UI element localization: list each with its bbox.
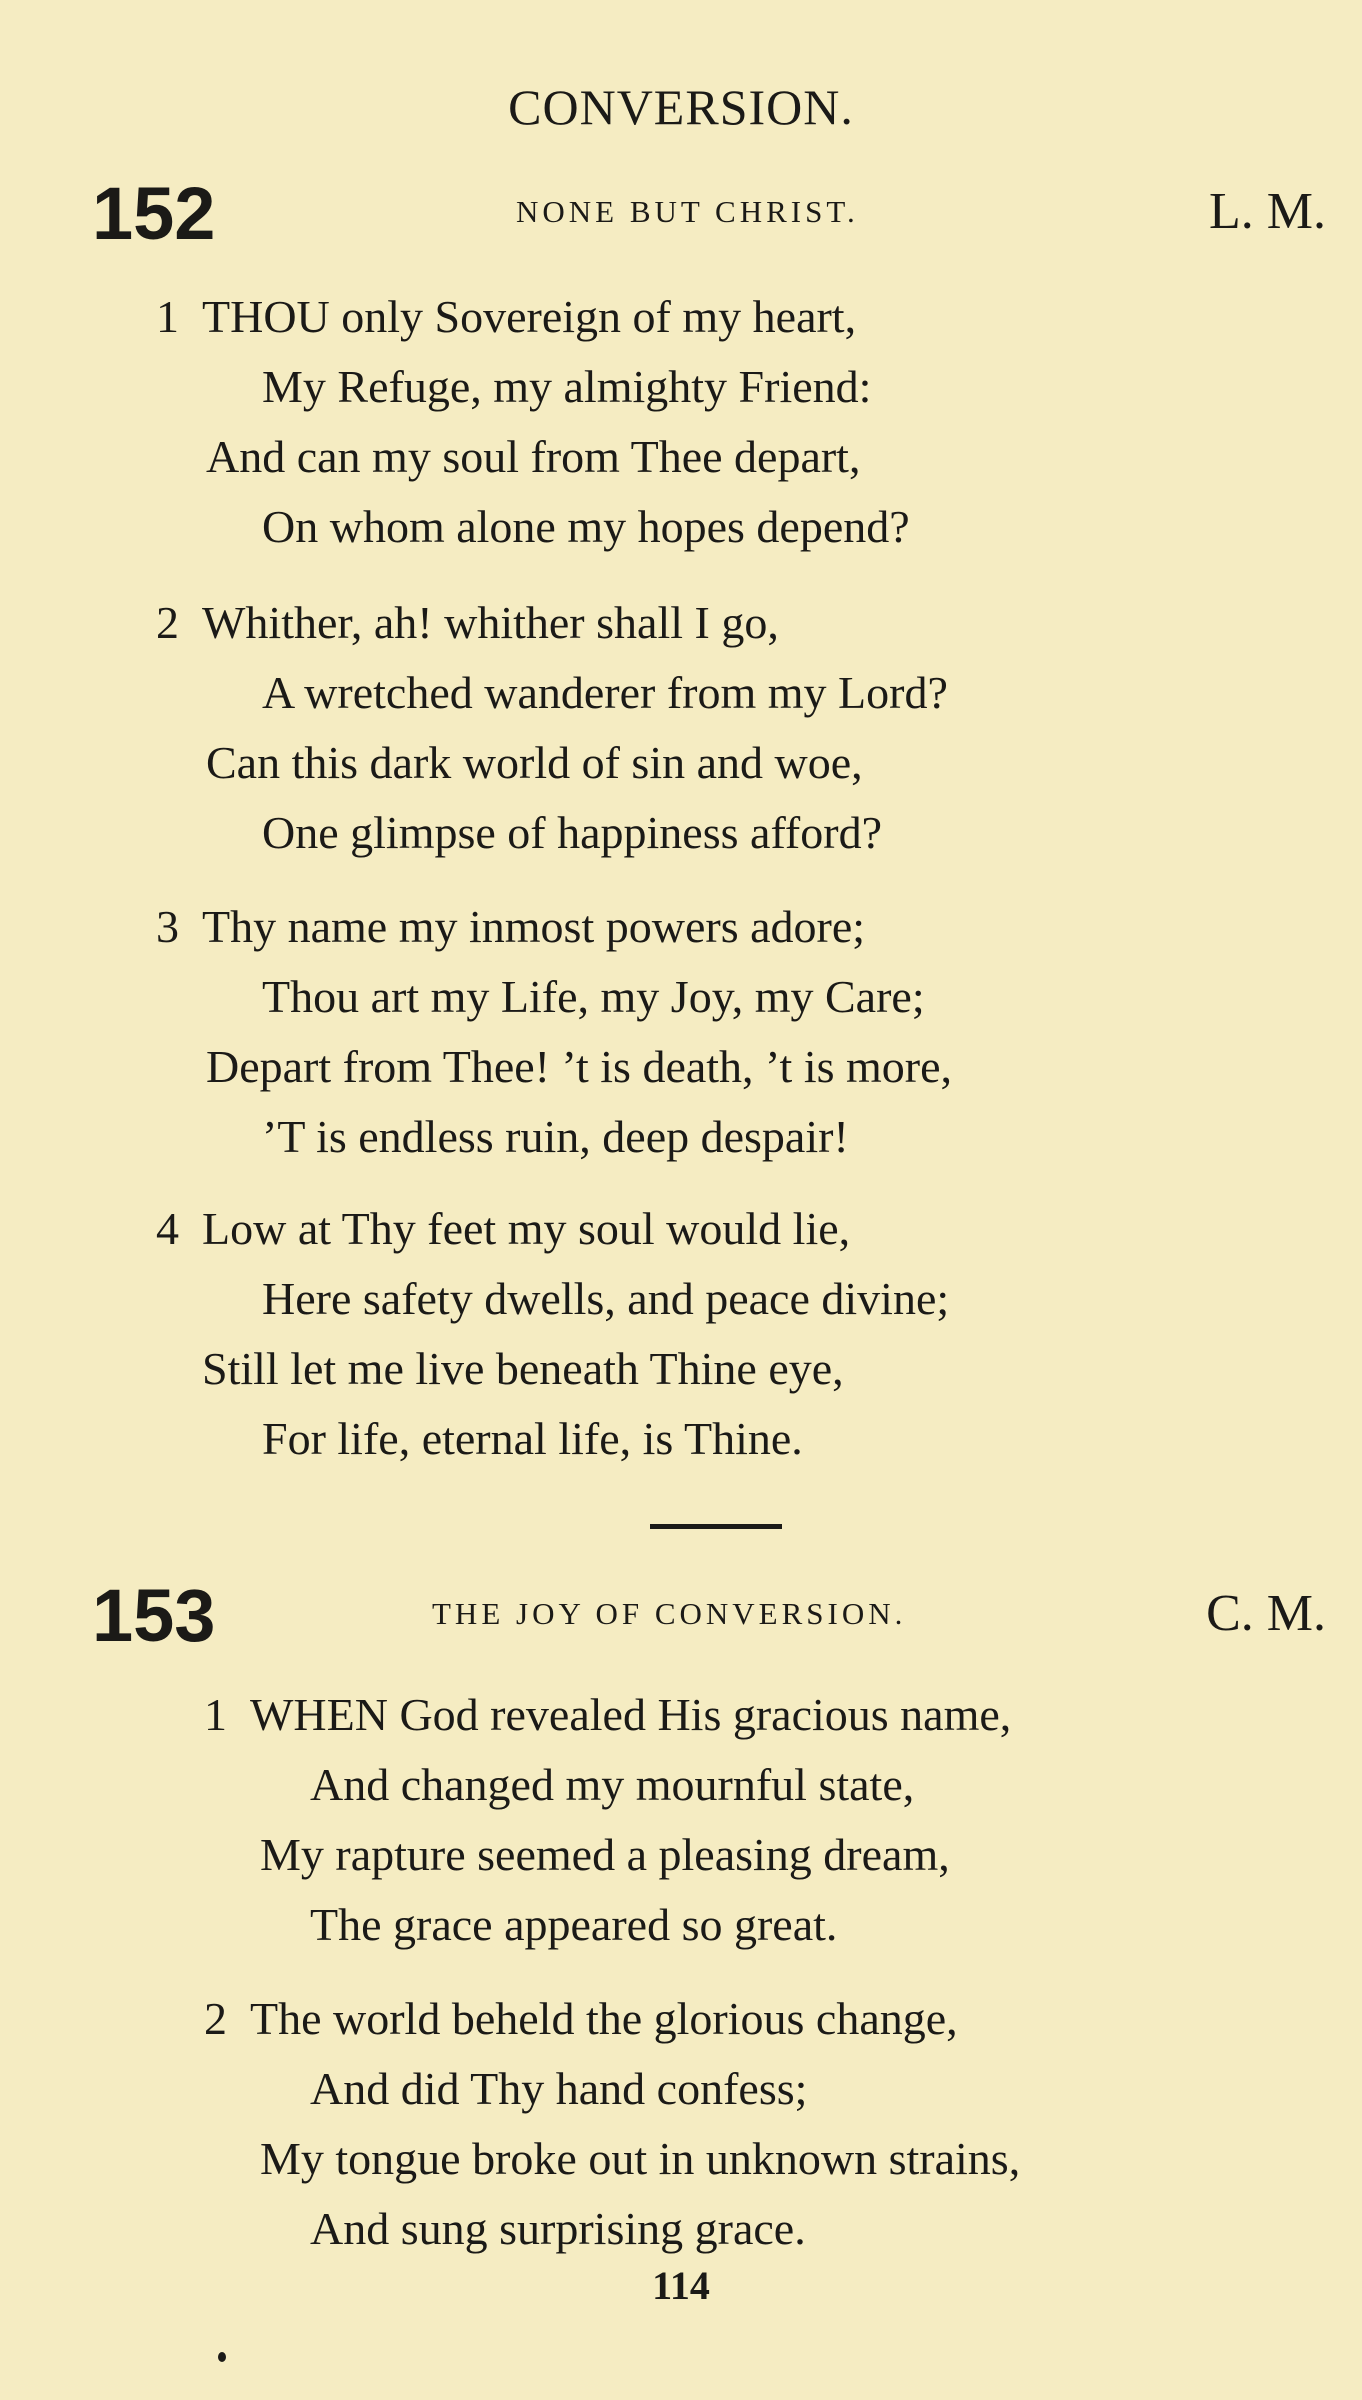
- hymn-meter: L. M.: [1209, 183, 1326, 240]
- verse: [156, 892, 952, 1172]
- verse-line: [156, 1194, 949, 1264]
- verse-number: 2: [156, 597, 179, 648]
- hymn-title: THE JOY OF CONVERSION.: [432, 1596, 907, 1631]
- verse: [204, 1984, 1020, 2264]
- verse-line: The grace appeared so great.: [310, 1899, 838, 1950]
- verse: [156, 1194, 949, 1474]
- verse-line: And did Thy hand confess;: [310, 2063, 808, 2114]
- verse-line: Thou art my Life, my Joy, my Care;: [262, 971, 925, 1022]
- hymn-meter: C. M.: [1206, 1585, 1326, 1642]
- verse-line: For life, eternal life, is Thine.: [262, 1413, 803, 1464]
- hymn-header: [0, 1576, 1362, 1656]
- verse: [156, 282, 910, 562]
- verse-line: ’T is endless ruin, deep despair!: [262, 1111, 849, 1162]
- verse-line: [156, 588, 948, 658]
- verse-line-text: Whither, ah! whither shall I go,: [202, 597, 779, 648]
- verse-number: 3: [156, 901, 179, 952]
- section-divider: [650, 1524, 782, 1529]
- verse-line: Can this dark world of sin and woe,: [206, 737, 863, 788]
- verse-line: [156, 892, 952, 962]
- verse-line: [156, 282, 910, 352]
- verse: [156, 588, 948, 868]
- verse-line: Still let me live beneath Thine eye,: [202, 1343, 844, 1394]
- verse-line: And can my soul from Thee depart,: [206, 431, 861, 482]
- verse-line: Depart from Thee! ’t is death, ’t is more,: [206, 1041, 953, 1092]
- verse-line-text: The world beheld the glorious change,: [250, 1993, 958, 2044]
- verse-line: And sung surprising grace.: [310, 2203, 806, 2254]
- hymn-title: NONE BUT CHRIST.: [516, 194, 859, 229]
- ink-blot: [218, 2352, 226, 2362]
- verse-number: 2: [204, 1993, 227, 2044]
- verse-line: On whom alone my hopes depend?: [262, 501, 910, 552]
- verse: [204, 1680, 1011, 1960]
- verse-line: And changed my mournful state,: [310, 1759, 915, 1810]
- page-number: 114: [652, 2263, 710, 2308]
- verse-line: A wretched wanderer from my Lord?: [262, 667, 948, 718]
- verse-line: One glimpse of happiness afford?: [262, 807, 882, 858]
- verse-line: My rapture seemed a pleasing dream,: [260, 1829, 950, 1880]
- hymn-number: 152: [92, 172, 216, 255]
- verse-number: 1: [156, 291, 179, 342]
- hymn-number: 153: [92, 1574, 216, 1657]
- verse-number: 4: [156, 1203, 179, 1254]
- verse-line: [204, 1984, 1020, 2054]
- running-head: CONVERSION.: [508, 79, 854, 135]
- verse-line-text: WHEN God revealed His gracious name,: [250, 1689, 1012, 1740]
- verse-line-text: THOU only Sovereign of my heart,: [202, 291, 857, 342]
- verse-line: My tongue broke out in unknown strains,: [260, 2133, 1021, 2184]
- verse-number: 1: [204, 1689, 227, 1740]
- verse-line: My Refuge, my almighty Friend:: [262, 361, 872, 412]
- verse-line-text: Low at Thy feet my soul would lie,: [202, 1203, 851, 1254]
- verse-line-text: Thy name my inmost powers adore;: [202, 901, 866, 952]
- verse-line: [204, 1680, 1011, 1750]
- verse-line: Here safety dwells, and peace divine;: [262, 1273, 950, 1324]
- hymn-header: [0, 174, 1362, 254]
